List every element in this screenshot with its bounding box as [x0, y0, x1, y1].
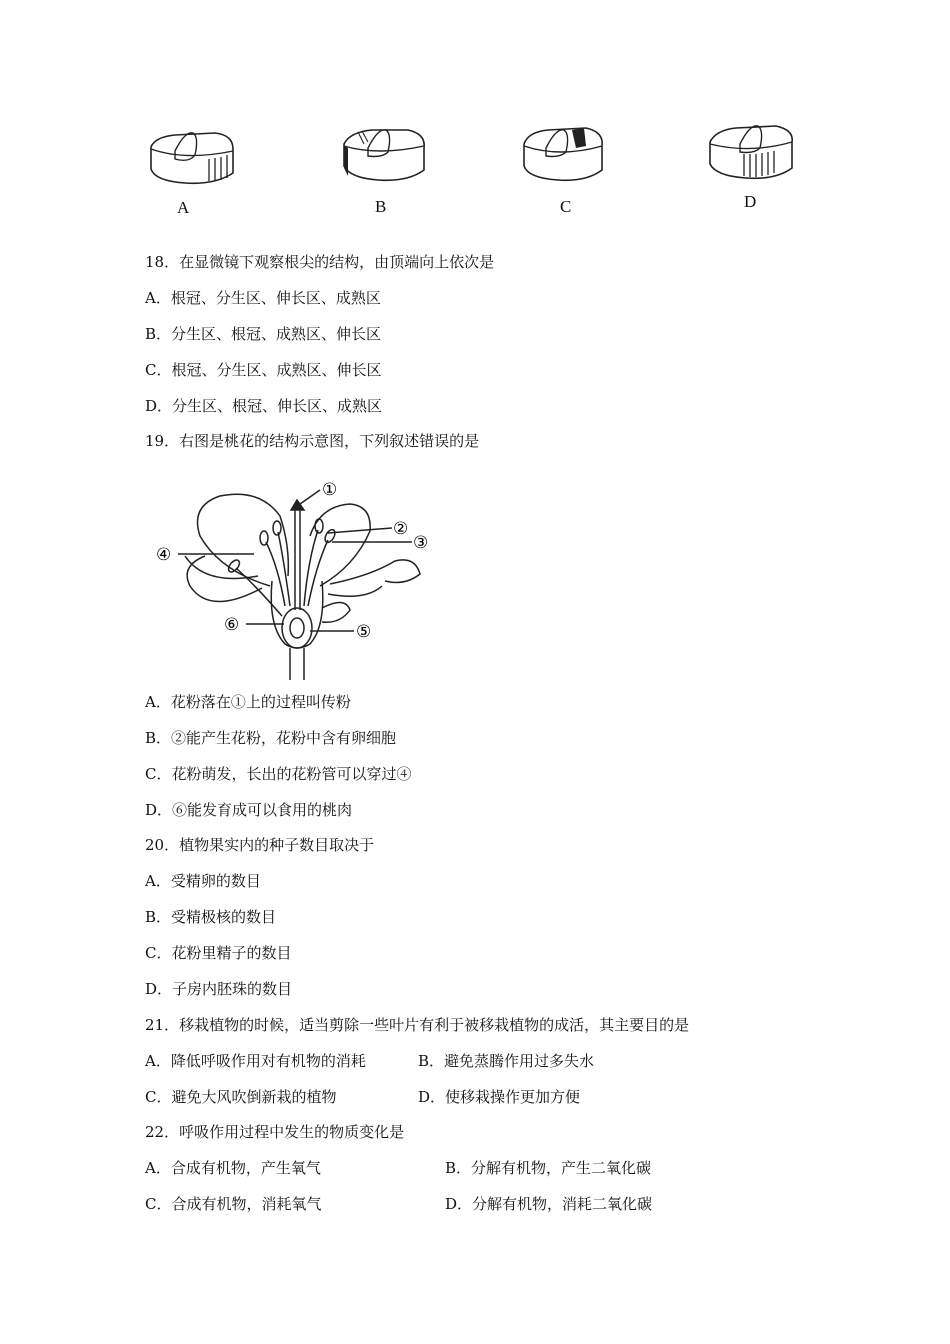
diagram-label-6: ⑥ — [224, 615, 240, 635]
q18-option-b: B．分生区、根冠、成熟区、伸长区 — [145, 325, 382, 343]
q21-option-a: A．降低呼吸作用对有机物的消耗 — [145, 1052, 366, 1070]
q21-option-d: D．使移栽操作更加方便 — [418, 1088, 581, 1106]
q21-option-b: B．避免蒸腾作用过多失水 — [418, 1052, 595, 1070]
apple-cut-d-image — [706, 120, 798, 188]
figure-label-c: C — [560, 197, 572, 216]
diagram-label-3: ③ — [413, 533, 429, 553]
q19-option-b: B．②能产生花粉，花粉中含有卵细胞 — [145, 729, 397, 747]
diagram-label-2: ② — [393, 519, 409, 539]
q22-stem: 22．呼吸作用过程中发生的物质变化是 — [145, 1123, 405, 1141]
q18-option-a: A．根冠、分生区、伸长区、成熟区 — [145, 289, 381, 307]
q22-option-b: B．分解有机物，产生二氧化碳 — [445, 1159, 652, 1177]
q20-stem: 20．植物果实内的种子数目取决于 — [145, 836, 375, 854]
q19-option-d: D．⑥能发育成可以食用的桃肉 — [145, 801, 353, 819]
q21-stem: 21．移栽植物的时候，适当剪除一些叶片有利于被移栽植物的成活，其主要目的是 — [145, 1016, 690, 1034]
figure-label-d: D — [744, 192, 757, 211]
diagram-label-4: ④ — [156, 545, 172, 565]
q20-option-d: D．子房内胚珠的数目 — [145, 980, 293, 998]
peach-flower-diagram — [150, 476, 440, 682]
q20-option-a: A．受精卵的数目 — [145, 872, 261, 890]
q21-option-c: C．避免大风吹倒新栽的植物 — [145, 1088, 337, 1106]
q18-option-d: D．分生区、根冠、伸长区、成熟区 — [145, 397, 383, 415]
q19-option-a: A．花粉落在①上的过程叫传粉 — [145, 693, 351, 711]
q20-option-b: B．受精极核的数目 — [145, 908, 277, 926]
q22-option-c: C．合成有机物，消耗氧气 — [145, 1195, 322, 1213]
apple-cut-c-image — [520, 120, 608, 190]
q22-option-a: A．合成有机物，产生氧气 — [145, 1159, 321, 1177]
q19-option-c: C．花粉萌发，长出的花粉管可以穿过④ — [145, 765, 412, 783]
q18-stem: 18．在显微镜下观察根尖的结构，由顶端向上依次是 — [145, 253, 495, 271]
apple-cut-b-image — [338, 124, 430, 190]
diagram-label-5: ⑤ — [356, 622, 372, 642]
q18-option-c: C．根冠、分生区、成熟区、伸长区 — [145, 361, 382, 379]
q19-stem: 19．右图是桃花的结构示意图，下列叙述错误的是 — [145, 432, 480, 450]
figure-label-a: A — [177, 198, 190, 217]
figure-label-b: B — [375, 197, 387, 216]
diagram-label-1: ① — [322, 480, 338, 500]
q20-option-c: C．花粉里精子的数目 — [145, 944, 292, 962]
q22-option-d: D．分解有机物，消耗二氧化碳 — [445, 1195, 653, 1213]
apple-cut-a-image — [145, 125, 240, 195]
